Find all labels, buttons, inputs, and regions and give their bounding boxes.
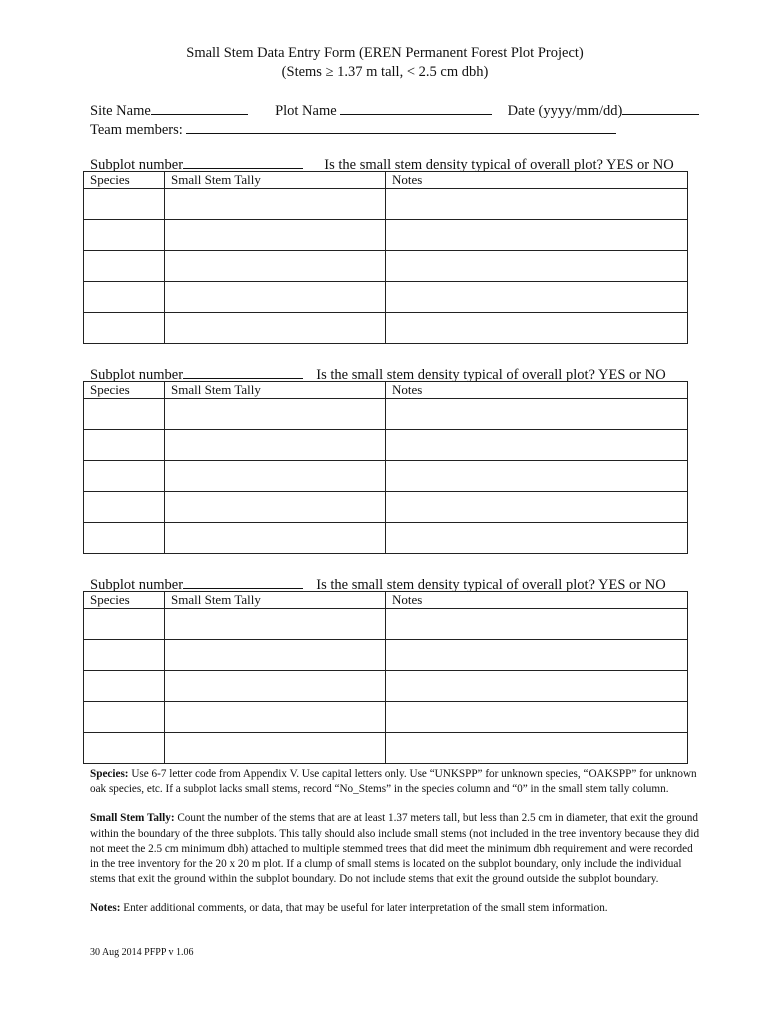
notes-instruction xyxy=(90,901,700,916)
instructions xyxy=(90,767,700,931)
notes-cell[interactable] xyxy=(386,523,688,554)
tally-instruction-label: Small Stem Tally: xyxy=(90,812,175,825)
tally-cell[interactable] xyxy=(165,671,386,702)
date-label: Date (yyyy/mm/dd) xyxy=(507,103,623,119)
table-row xyxy=(84,399,688,430)
table-header-row xyxy=(84,382,688,399)
species-header: Species xyxy=(84,172,165,189)
notes-header: Notes xyxy=(386,592,688,609)
form-title-line1: Small Stem Data Entry Form (EREN Permanent Forest Plot Project) xyxy=(186,45,584,61)
table-row xyxy=(84,461,688,492)
species-cell[interactable] xyxy=(84,702,165,733)
species-cell[interactable] xyxy=(84,671,165,702)
species-header: Species xyxy=(84,382,165,399)
team-row xyxy=(90,119,616,139)
tally-cell[interactable] xyxy=(165,220,386,251)
table-row xyxy=(84,492,688,523)
notes-cell[interactable] xyxy=(386,220,688,251)
table-row xyxy=(84,282,688,313)
tally-cell[interactable] xyxy=(165,430,386,461)
notes-cell[interactable] xyxy=(386,671,688,702)
species-instruction-text: Use 6-7 letter code from Appendix V. Use capital letters only. Use “UNKSPP” for unknown species, “OAKSPP” for unknown oak species, etc. If a subplot lacks small stems, record “No_Stems” in the species column and “0” in the small stem tally column. xyxy=(90,768,697,796)
species-cell[interactable] xyxy=(84,189,165,220)
site-name-field[interactable] xyxy=(151,100,248,115)
tally-instruction xyxy=(90,811,700,887)
notes-cell[interactable] xyxy=(386,282,688,313)
tally-cell[interactable] xyxy=(165,733,386,764)
notes-cell[interactable] xyxy=(386,702,688,733)
table-row xyxy=(84,733,688,764)
notes-cell[interactable] xyxy=(386,251,688,282)
table-row xyxy=(84,523,688,554)
notes-cell[interactable] xyxy=(386,313,688,344)
notes-header: Notes xyxy=(386,382,688,399)
notes-cell[interactable] xyxy=(386,733,688,764)
notes-cell[interactable] xyxy=(386,189,688,220)
species-instruction-label: Species: xyxy=(90,768,129,780)
species-cell[interactable] xyxy=(84,313,165,344)
tally-header: Small Stem Tally xyxy=(165,592,386,609)
subplot-1-table xyxy=(83,171,688,344)
notes-instruction-text: Enter additional comments, or data, that may be useful for later interpretation of the small stem information. xyxy=(120,902,608,915)
plot-name-label: Plot Name xyxy=(275,103,337,119)
team-members-label: Team members: xyxy=(90,122,183,138)
tally-instruction-text: Count the number of the stems that are at least 1.37 meters tall, but less than 2.5 cm in diameter, that exit the ground within the boundary of the three subplots. This tally should also include small stems (not included in the tree inventory because they did not meet the 2.5 cm minimum dbh) attached to multiple stemmed trees that did meet the minimum dbh requirement and were recorded in the tree inventory for the 20 x 20 m plot. If a clump of small stems is located on the subplot boundary, only include the individual stems that exit the ground within the subplot boundary. Do not include stems that exit the ground outside the subplot boundary. xyxy=(90,812,700,886)
tally-header: Small Stem Tally xyxy=(165,382,386,399)
tally-header: Small Stem Tally xyxy=(165,172,386,189)
notes-cell[interactable] xyxy=(386,492,688,523)
tally-cell[interactable] xyxy=(165,313,386,344)
tally-cell[interactable] xyxy=(165,640,386,671)
subplot-number-label: Subplot number xyxy=(90,367,184,383)
table-row xyxy=(84,313,688,344)
species-cell[interactable] xyxy=(84,523,165,554)
species-cell[interactable] xyxy=(84,461,165,492)
notes-cell[interactable] xyxy=(386,461,688,492)
table-row xyxy=(84,640,688,671)
species-cell[interactable] xyxy=(84,282,165,313)
tally-cell[interactable] xyxy=(165,251,386,282)
table-row xyxy=(84,251,688,282)
density-question: Is the small stem density typical of overall plot? YES or NO xyxy=(316,577,666,593)
species-cell[interactable] xyxy=(84,430,165,461)
table-header-row xyxy=(84,172,688,189)
table-row xyxy=(84,609,688,640)
species-cell[interactable] xyxy=(84,251,165,282)
density-question: Is the small stem density typical of overall plot? YES or NO xyxy=(316,367,666,383)
site-info-row xyxy=(90,100,699,120)
species-cell[interactable] xyxy=(84,640,165,671)
notes-header: Notes xyxy=(386,172,688,189)
table-row xyxy=(84,702,688,733)
form-title xyxy=(0,44,770,82)
species-cell[interactable] xyxy=(84,492,165,523)
tally-cell[interactable] xyxy=(165,282,386,313)
density-question: Is the small stem density typical of overall plot? YES or NO xyxy=(324,157,674,173)
team-members-field[interactable] xyxy=(186,119,616,134)
notes-cell[interactable] xyxy=(386,430,688,461)
subplot-number-field[interactable] xyxy=(183,154,303,169)
table-row xyxy=(84,430,688,461)
tally-cell[interactable] xyxy=(165,461,386,492)
species-cell[interactable] xyxy=(84,220,165,251)
tally-cell[interactable] xyxy=(165,609,386,640)
species-cell[interactable] xyxy=(84,609,165,640)
notes-cell[interactable] xyxy=(386,640,688,671)
table-row xyxy=(84,220,688,251)
subplot-number-field[interactable] xyxy=(183,364,303,379)
notes-instruction-label: Notes: xyxy=(90,902,121,915)
species-cell[interactable] xyxy=(84,733,165,764)
subplot-2-table xyxy=(83,381,688,554)
date-field[interactable] xyxy=(622,100,699,115)
notes-cell[interactable] xyxy=(386,609,688,640)
tally-cell[interactable] xyxy=(165,523,386,554)
plot-name-field[interactable] xyxy=(340,100,492,115)
species-instruction xyxy=(90,767,700,797)
notes-cell[interactable] xyxy=(386,399,688,430)
subplot-number-label: Subplot number xyxy=(90,577,184,593)
version-footer: 30 Aug 2014 PFPP v 1.06 xyxy=(90,947,194,958)
table-header-row xyxy=(84,592,688,609)
species-cell[interactable] xyxy=(84,399,165,430)
form-title-line2: (Stems ≥ 1.37 m tall, < 2.5 cm dbh) xyxy=(281,64,489,80)
table-row xyxy=(84,671,688,702)
tally-cell[interactable] xyxy=(165,702,386,733)
species-header: Species xyxy=(84,592,165,609)
tally-cell[interactable] xyxy=(165,189,386,220)
subplot-number-label: Subplot number xyxy=(90,157,184,173)
table-row xyxy=(84,189,688,220)
tally-cell[interactable] xyxy=(165,492,386,523)
subplot-number-field[interactable] xyxy=(183,574,303,589)
site-name-label: Site Name xyxy=(90,103,151,119)
subplot-3-table xyxy=(83,591,688,764)
tally-cell[interactable] xyxy=(165,399,386,430)
